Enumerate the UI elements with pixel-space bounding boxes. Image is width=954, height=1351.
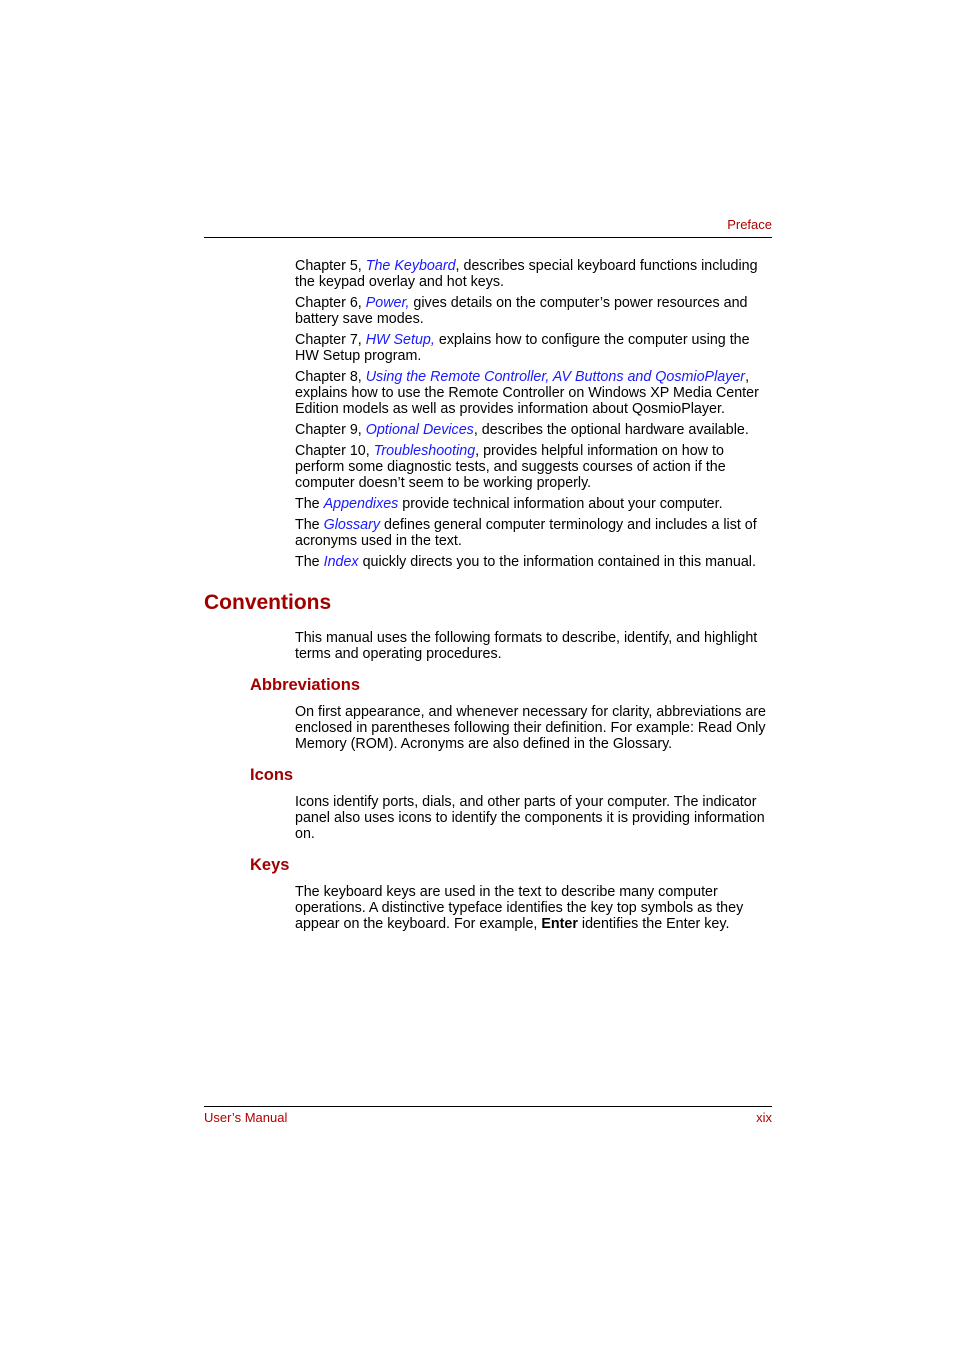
conventions-intro-block <box>295 630 773 667</box>
link-optional-devices[interactable]: Optional Devices <box>365 422 474 438</box>
abbreviations-text: On first appearance, and whenever necessary for clarity, abbreviations are enclosed in parentheses following their definition. For example: Read Only Memory (ROM). Acronyms are also defined in the Glossary. <box>295 704 766 752</box>
entry-text: , describes the optional hardware available. <box>473 422 749 438</box>
footer-rule <box>204 1106 772 1107</box>
link-appendixes[interactable]: Appendixes <box>323 496 399 512</box>
abbreviations-block <box>295 704 773 757</box>
entry-text: The <box>295 517 324 533</box>
icons-text: Icons identify ports, dials, and other parts of your computer. The indicator panel also uses icons to identify the components it is providing information on. <box>295 794 765 842</box>
chapter-list <box>295 258 773 575</box>
entry-text: , describes special keyboard functions including the keypad overlay and hot keys. <box>295 258 758 290</box>
entry-text: Chapter 8, <box>295 369 366 385</box>
chapter-entry-6 <box>295 295 773 327</box>
link-glossary[interactable]: Glossary <box>323 517 381 533</box>
entry-text: quickly directs you to the information contained in this manual. <box>358 554 756 570</box>
chapter-entry-7 <box>295 332 773 364</box>
index-entry <box>295 554 773 570</box>
glossary-entry <box>295 517 773 549</box>
keys-text-post: identifies the Enter key. <box>577 916 730 932</box>
key-name-enter: Enter <box>541 916 578 932</box>
page-number: xix <box>756 1110 772 1125</box>
entry-text: , provides helpful information on how to perform some diagnostic tests, and suggests courses of action if the computer doesn’t seem to be working properly. <box>295 443 726 491</box>
link-index[interactable]: Index <box>323 554 359 570</box>
chapter-entry-10 <box>295 443 773 491</box>
conventions-intro: This manual uses the following formats to describe, identify, and highlight terms and operating procedures. <box>295 630 758 662</box>
entry-text: Chapter 6, <box>295 295 366 311</box>
entry-text: Chapter 5, <box>295 258 366 274</box>
link-hw-setup[interactable]: HW Setup, <box>365 332 435 348</box>
link-remote-controller[interactable]: Using the Remote Controller, AV Buttons and QosmioPlayer <box>365 369 746 385</box>
link-troubleshooting[interactable]: Troubleshooting <box>373 443 476 459</box>
subsection-title-abbreviations: Abbreviations <box>250 676 361 694</box>
entry-text: gives details on the computer’s power resources and battery save modes. <box>295 295 748 327</box>
section-title-conventions: Conventions <box>204 591 332 614</box>
link-the-keyboard[interactable]: The Keyboard <box>365 258 456 274</box>
subsection-title-icons: Icons <box>250 766 294 784</box>
footer-manual-title: User’s Manual <box>204 1110 288 1125</box>
entry-text: provide technical information about your computer. <box>398 496 723 512</box>
entry-text: Chapter 7, <box>295 332 366 348</box>
header-rule <box>204 237 772 238</box>
chapter-entry-5 <box>295 258 773 290</box>
entry-text: Chapter 10, <box>295 443 374 459</box>
entry-text: defines general computer terminology and includes a list of acronyms used in the text. <box>295 517 757 549</box>
chapter-entry-9 <box>295 422 773 438</box>
entry-text: explains how to configure the computer using the HW Setup program. <box>295 332 750 364</box>
appendixes-entry <box>295 496 773 512</box>
entry-text: , explains how to use the Remote Controller on Windows XP Media Center Edition models as well as provides information about QosmioPlayer. <box>295 369 759 417</box>
entry-text: Chapter 9, <box>295 422 366 438</box>
keys-block <box>295 884 773 937</box>
entry-text: The <box>295 554 324 570</box>
entry-text: The <box>295 496 324 512</box>
link-power[interactable]: Power, <box>365 295 410 311</box>
chapter-entry-8 <box>295 369 773 417</box>
subsection-title-keys: Keys <box>250 856 290 874</box>
keys-text-pre: The keyboard keys are used in the text to describe many computer operations. A distinctive typeface identifies the key top symbols as they appear on the keyboard. For example, <box>295 884 744 932</box>
icons-block <box>295 794 773 847</box>
keys-text <box>295 884 773 932</box>
running-header: Preface <box>727 217 772 232</box>
